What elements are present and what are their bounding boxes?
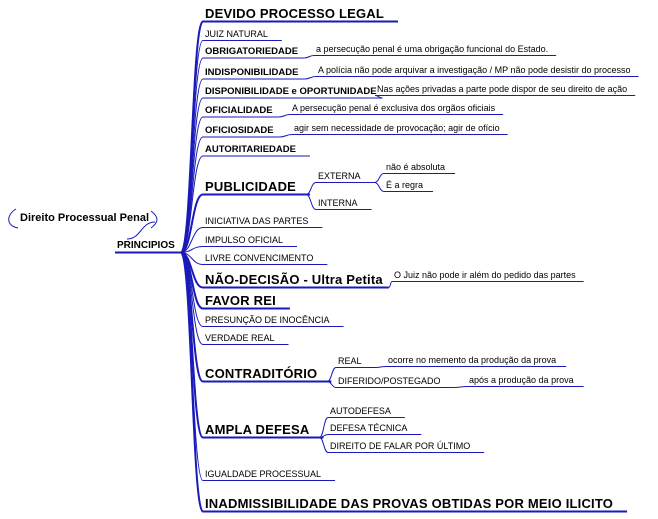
contraditorio-real[interactable]: REAL bbox=[338, 356, 362, 366]
ampla-defesa-direito-falar-connector bbox=[319, 438, 328, 453]
branch-impulso-oficial[interactable]: IMPULSO OFICIAL bbox=[205, 235, 284, 245]
note-oficialidade: A persecução penal é exclusiva dos orgãos oficiais bbox=[292, 103, 496, 113]
ampla-defesa-defesa-tecnica[interactable]: DEFESA TÉCNICA bbox=[330, 423, 408, 433]
branch-nao-decisao[interactable]: NÃO-DECISÃO - Ultra Petita bbox=[205, 272, 383, 287]
contraditorio-real-connector bbox=[327, 368, 336, 382]
note-contraditorio-real: ocorre no memento da produção da prova bbox=[388, 355, 557, 365]
branch-iniciativa-das-partes[interactable]: INICIATIVA DAS PARTES bbox=[205, 216, 309, 226]
branch-devido-processo-legal[interactable]: DEVIDO PROCESSO LEGAL bbox=[205, 6, 385, 21]
branch-publicidade[interactable]: PUBLICIDADE bbox=[205, 179, 297, 194]
note-nao-decisao: O Juiz não pode ir além do pedido das partes bbox=[394, 270, 576, 280]
branch-juiz-natural[interactable]: JUIZ NATURAL bbox=[205, 29, 268, 39]
branch-indisponibilidade[interactable]: INDISPONIBILIDADE bbox=[205, 67, 299, 78]
publicidade-interna[interactable]: INTERNA bbox=[318, 198, 358, 208]
publicidade-externa-connector bbox=[306, 183, 316, 195]
branch-nao-decisao-to-note-connector bbox=[389, 282, 392, 288]
externa-nao-absoluta-connector bbox=[375, 174, 384, 183]
branch-autoritariedade[interactable]: AUTORITARIEDADE bbox=[205, 144, 296, 155]
branch-oficialidade[interactable]: OFICIALIDADE bbox=[205, 105, 273, 116]
publicidade-interna-connector bbox=[306, 195, 316, 210]
branch-oficialidade-to-note-connector bbox=[279, 115, 290, 118]
branch-inadmissibilidade[interactable]: INADMISSIBILIDADE DAS PROVAS OBTIDAS POR MEIO ILICITO bbox=[205, 496, 614, 511]
note-contraditorio-diferido: após a produção da prova bbox=[469, 375, 574, 385]
branch-indisponibilidade-to-note-connector bbox=[304, 77, 316, 80]
branch-oficiosidade[interactable]: OFICIOSIDADE bbox=[205, 125, 274, 136]
externa-e-a-regra: É a regra bbox=[386, 180, 424, 190]
externa-nao-absoluta: não é absoluta bbox=[386, 162, 446, 172]
branch-igualdade-processual[interactable]: IGUALDADE PROCESSUAL bbox=[205, 469, 322, 479]
branch-disponibilidade[interactable]: DISPONIBILIDADE e OPORTUNIDADE bbox=[205, 86, 377, 97]
root-left-bracket bbox=[9, 209, 18, 228]
hub-node-principios[interactable]: PRINCIPIOS bbox=[117, 240, 175, 251]
branch-verdade-real[interactable]: VERDADE REAL bbox=[205, 333, 275, 343]
branch-obrigatoriedade-to-note-connector bbox=[304, 56, 314, 59]
note-indisponibilidade: A polícia não pode arquivar a investigação / MP não pode desistir do processo bbox=[318, 65, 631, 75]
note-contraditorio-diferido-connector bbox=[455, 387, 467, 388]
root-right-bracket bbox=[151, 211, 157, 228]
branch-devido-processo-legal-connector bbox=[181, 22, 203, 253]
branch-oficiosidade-to-note-connector bbox=[280, 135, 292, 138]
contraditorio-diferido[interactable]: DIFERIDO/POSTEGADO bbox=[338, 376, 441, 386]
branch-favor-rei[interactable]: FAVOR REI bbox=[205, 293, 276, 308]
branch-contraditorio[interactable]: CONTRADITÓRIO bbox=[205, 366, 318, 381]
branch-livre-convencimento[interactable]: LIVRE CONVENCIMENTO bbox=[205, 253, 314, 263]
externa-e-a-regra-connector bbox=[375, 183, 384, 192]
branch-ampla-defesa[interactable]: AMPLA DEFESA bbox=[205, 422, 310, 437]
note-contraditorio-real-connector bbox=[376, 367, 386, 368]
note-obrigatoriedade: a persecução penal é uma obrigação funcional do Estado. bbox=[316, 44, 549, 54]
root-node[interactable]: Direito Processual Penal bbox=[20, 212, 149, 224]
ampla-defesa-direito-falar[interactable]: DIREITO DE FALAR POR ÚLTIMO bbox=[330, 441, 471, 451]
root-to-hub-connector bbox=[127, 222, 155, 239]
branch-presuncao-inocencia[interactable]: PRESUNÇÃO DE INOCÊNCIA bbox=[205, 315, 330, 325]
publicidade-externa[interactable]: EXTERNA bbox=[318, 171, 361, 181]
ampla-defesa-autodefesa[interactable]: AUTODEFESA bbox=[330, 406, 391, 416]
branch-obrigatoriedade[interactable]: OBRIGATORIEDADE bbox=[205, 46, 299, 57]
note-oficiosidade: agir sem necessidade de provocação; agir de ofício bbox=[294, 123, 500, 133]
note-disponibilidade: Nas ações privadas a parte pode dispor de seu direito de ação bbox=[377, 84, 628, 94]
